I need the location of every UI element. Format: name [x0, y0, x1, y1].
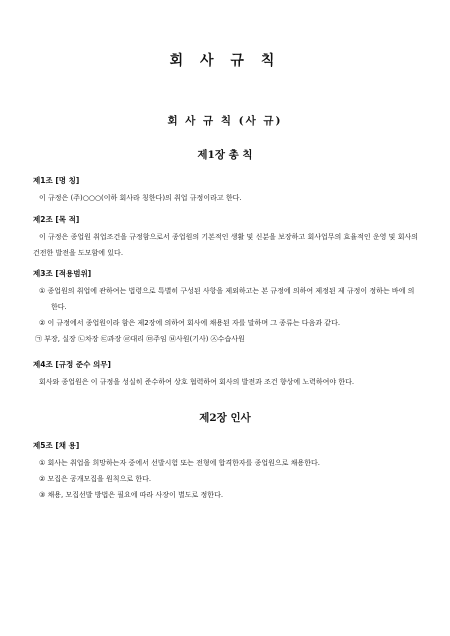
document-title: 회 사 규 칙 — [169, 53, 281, 69]
article-1-heading: 제1조 [명 칭] — [33, 176, 80, 185]
article-1 — [33, 175, 418, 206]
article-5-item-1: ① 회사는 취업을 희망하는자 중에서 선발시험 또는 전형에 합격한자를 종업원으로 채용한다. — [39, 459, 320, 467]
article-5-heading: 제5조 [채 용] — [33, 441, 80, 450]
article-3-heading: 제3조 [적용범위] — [33, 269, 92, 278]
article-4-heading: 제4조 [규정 준수 의무] — [33, 360, 111, 369]
chapter-2-heading: 제2장 인사 — [199, 412, 251, 424]
article-3-item-2: ② 이 규정에서 종업원이라 함은 제2장에 의하여 회사에 채용된 자를 말하며 그 종류는 다음과 같다. — [39, 319, 341, 327]
article-5-item-3: ③ 채용, 모집선발 방법은 필요에 따라 사장이 별도로 정한다. — [39, 491, 224, 499]
chapter-1-heading: 제1장 총 칙 — [197, 149, 253, 161]
article-2 — [33, 214, 418, 261]
article-5 — [33, 440, 418, 503]
article-2-heading: 제2조 [목 적] — [33, 215, 80, 224]
article-3-item-1: ① 종업원의 취업에 관하여는 법령으로 특별히 구성된 사항을 제외하고는 본 규정에 의하여 제정된 제 규정이 정하는 바에 의한다. — [39, 287, 415, 311]
article-4 — [33, 359, 418, 390]
article-5-item-2: ② 모집은 공개모집을 원칙으로 한다. — [39, 475, 152, 483]
article-4-text: 회사와 종업원은 이 규정을 성실히 준수하여 상호 협력하여 회사의 발전과 조건 향상에 노력하여야 한다. — [39, 378, 355, 386]
document-subtitle: 회 사 규 칙 (사 규) — [167, 115, 283, 127]
article-2-text: 이 규정은 종업원 취업조건을 규정함으로서 종업원의 기본적인 생활 및 신분을 보장하고 회사업무의 효율적인 운영 및 회사의 건전한 발전을 도모함에 있다. — [33, 233, 418, 257]
article-1-text: 이 규정은 (주)○○○(이하 회사라 칭한다)의 취업 규정이라고 한다. — [39, 194, 242, 202]
article-3 — [33, 268, 418, 347]
article-3-item-3: ㉠ 부장, 실장 ㉡차장 ㉢과장 ㉣대리 ㉤주임 ㉥사원(기사) ㉦수습사원 — [35, 335, 245, 343]
